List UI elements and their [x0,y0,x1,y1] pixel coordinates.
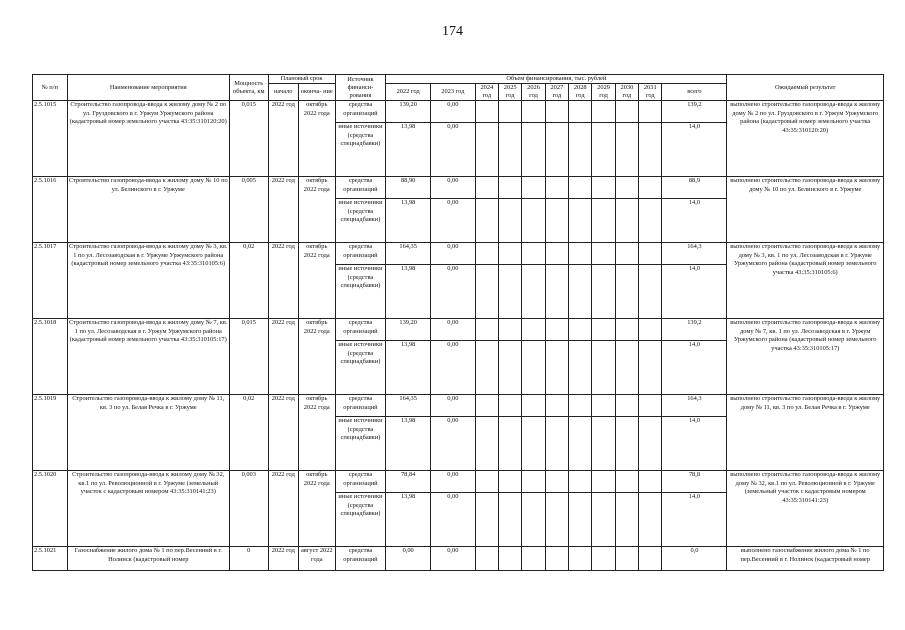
value-empty [522,493,545,547]
value-empty [545,417,568,471]
row-result: выполнено строительство газопровода-ввода к жилому дому № 11, кв. 3 по ул. Белая Речка в г. Уржуме [727,395,884,471]
row-start: 2022 год [268,319,298,395]
value-2022: 164,35 [386,395,431,417]
value-empty [569,319,592,341]
header-result: Ожидаемый результат [727,75,884,101]
row-power: 0,02 [229,395,268,471]
table-row [33,547,884,571]
value-empty [639,493,662,547]
value-empty [475,417,498,471]
row-result: выполнено строительство газопровода-ввода к жилому дому № 3, кв. 1 по ул. Лесозаводская в г. Уржуме Уржумского района (кадастровый номер земельного участка 43:35:310105:6) [727,243,884,319]
row-power: 0 [229,547,268,571]
value-empty [615,395,638,417]
value-total: 14,0 [662,199,727,243]
value-empty [615,243,638,265]
value-empty [569,265,592,319]
value-empty [639,243,662,265]
value-empty [545,177,568,199]
value-2022: 139,20 [386,319,431,341]
value-empty [639,199,662,243]
source-label: средства организаций [335,471,386,493]
row-number: 2.5.1018 [33,319,68,395]
value-empty [639,265,662,319]
source-label: иные источники (средства спецнадбавки) [335,493,386,547]
value-empty [615,101,638,123]
source-label: средства организаций [335,395,386,417]
value-empty [569,101,592,123]
row-power: 0,005 [229,177,268,243]
row-end: октябрь 2022 года [299,319,336,395]
row-start: 2022 год [268,547,298,571]
value-empty [592,319,615,341]
value-empty [475,341,498,395]
value-empty [569,547,592,571]
value-empty [475,177,498,199]
header-year: 2025 год [499,84,522,101]
value-total: 14,0 [662,265,727,319]
value-empty [592,341,615,395]
value-empty [499,547,522,571]
value-2022: 139,20 [386,101,431,123]
value-empty [522,547,545,571]
source-label: иные источники (средства спецнадбавки) [335,123,386,177]
value-empty [522,101,545,123]
row-result: выполнено газоснабжение жилого дома № 1 по пер.Весенний в г. Нолинск (кадастровый номер [727,547,884,571]
value-empty [639,319,662,341]
value-empty [615,177,638,199]
header-end: оконча- ние [299,84,336,101]
header-year: 2030 год [615,84,638,101]
value-total: 14,0 [662,341,727,395]
value-empty [499,177,522,199]
header-planned-term: Плановый срок [268,75,335,84]
value-empty [569,243,592,265]
row-number: 2.5.1020 [33,471,68,547]
row-number: 2.5.1017 [33,243,68,319]
funding-table [32,74,884,571]
table-row [33,101,884,123]
value-empty [639,101,662,123]
header-year: 2028 год [569,84,592,101]
value-total: 139,2 [662,319,727,341]
value-empty [545,123,568,177]
header-year: 2026 год [522,84,545,101]
source-label: средства организаций [335,243,386,265]
value-2022: 13,98 [386,265,431,319]
header-year: 2024 год [475,84,498,101]
value-empty [475,265,498,319]
value-empty [569,417,592,471]
value-2022: 164,35 [386,243,431,265]
value-2022: 13,98 [386,341,431,395]
header-num: № п/п [33,75,68,101]
row-number: 2.5.1021 [33,547,68,571]
value-empty [522,123,545,177]
value-empty [615,123,638,177]
value-empty [475,319,498,341]
row-end: октябрь 2022 года [299,471,336,547]
row-number: 2.5.1015 [33,101,68,177]
value-empty [639,417,662,471]
value-total: 0,0 [662,547,727,571]
row-name: Строительство газопровода-ввода к жилому дому № 10 по ул. Белинского в г. Уржуме [67,177,229,243]
row-name: Строительство газопровода-ввода к жилому дому № 11, кв. 3 по ул. Белая Речка в г. Уржуме [67,395,229,471]
table-header [33,75,884,101]
row-start: 2022 год [268,101,298,177]
source-label: иные источники (средства спецнадбавки) [335,341,386,395]
table-body [33,101,884,571]
row-result: выполнено строительство газопровода-ввода к жилому дому № 10 по ул. Белинского в г. Уржуме [727,177,884,243]
value-empty [592,199,615,243]
value-empty [475,199,498,243]
value-2023: 0,00 [431,177,476,199]
row-power: 0,015 [229,101,268,177]
value-empty [499,123,522,177]
row-name: Строительство газопровода-ввода к жилому дому № 3, кв. 1 по ул. Лесозаводская в г. Уржуме Уржумского района (кадастровый номер земельного участка 43:35:310105:6) [67,243,229,319]
row-number: 2.5.1016 [33,177,68,243]
value-empty [592,243,615,265]
value-empty [639,177,662,199]
header-year: 2023 год [431,84,476,101]
row-end: октябрь 2022 года [299,177,336,243]
header-funding: Объем финансирования, тыс. рублей [386,75,727,84]
header-name: Наименование мероприятия [67,75,229,101]
value-2023: 0,00 [431,101,476,123]
header-total: всего [662,84,727,101]
row-start: 2022 год [268,395,298,471]
value-empty [499,319,522,341]
source-label: средства организаций [335,547,386,571]
value-empty [569,177,592,199]
table-row [33,395,884,417]
value-2022: 78,84 [386,471,431,493]
value-total: 14,0 [662,123,727,177]
value-empty [475,471,498,493]
value-empty [475,243,498,265]
value-empty [522,471,545,493]
value-total: 14,0 [662,417,727,471]
row-result: выполнено строительство газопровода-ввода к жилому дому № 2 по ул. Груздовского в г. Уржум Уржумского района (кадастровый номер земельного участка 43:35:310120:20) [727,101,884,177]
value-empty [592,123,615,177]
row-result: выполнено строительство газопровода-ввода к жилому дому № 7, кв. 1 по ул. Лесозаводская в г. Уржум Уржумского района (кадастровый номер земельного участка 43:35:310105:17) [727,319,884,395]
row-end: октябрь 2022 года [299,395,336,471]
row-end: октябрь 2022 года [299,101,336,177]
value-empty [592,101,615,123]
value-empty [499,417,522,471]
value-empty [615,265,638,319]
value-empty [545,199,568,243]
value-2022: 13,98 [386,417,431,471]
value-empty [475,101,498,123]
value-empty [522,243,545,265]
value-2022: 0,00 [386,547,431,571]
value-empty [615,319,638,341]
header-source: Источник финанси- рования [335,75,386,101]
value-empty [569,341,592,395]
row-power: 0,003 [229,471,268,547]
value-2023: 0,00 [431,547,476,571]
value-2023: 0,00 [431,319,476,341]
value-empty [615,341,638,395]
value-empty [592,471,615,493]
row-name: Строительство газопровода-ввода к жилому дому № 2 по ул. Груздовского в г. Уржум Уржумского района (кадастровый номер земельного участка 43:35:310120:20) [67,101,229,177]
value-total: 139,2 [662,101,727,123]
value-empty [499,243,522,265]
value-empty [569,123,592,177]
row-name: Строительство газопровода-ввода к жилому дому № 7, кв. 1 по ул. Лесозаводская в г. Уржум Уржумского района (кадастровый номер земельного участка 43:35:310105:17) [67,319,229,395]
row-number: 2.5.1019 [33,395,68,471]
value-2023: 0,00 [431,341,476,395]
value-empty [499,101,522,123]
row-start: 2022 год [268,243,298,319]
value-empty [522,417,545,471]
value-empty [615,417,638,471]
value-empty [615,547,638,571]
row-result: выполнено строительство газопровода-ввода к жилому дому № 32, кв.1 по ул. Революционной в г. Уржуме (земельный участок с кадастровым номером 43:35:310141:23) [727,471,884,547]
value-2022: 13,98 [386,123,431,177]
value-empty [569,395,592,417]
row-end: август 2022 года [299,547,336,571]
value-empty [522,199,545,243]
header-year: 2022 год [386,84,431,101]
value-empty [475,547,498,571]
value-empty [639,341,662,395]
value-empty [545,547,568,571]
value-2023: 0,00 [431,417,476,471]
value-empty [545,395,568,417]
header-start: начало [268,84,298,101]
value-empty [615,493,638,547]
value-empty [545,243,568,265]
source-label: иные источники (средства спецнадбавки) [335,265,386,319]
source-label: иные источники (средства спецнадбавки) [335,199,386,243]
value-empty [545,319,568,341]
value-empty [499,471,522,493]
value-empty [475,493,498,547]
value-empty [545,265,568,319]
value-2023: 0,00 [431,123,476,177]
value-empty [499,395,522,417]
value-empty [639,395,662,417]
value-2022: 13,98 [386,199,431,243]
row-end: октябрь 2022 года [299,243,336,319]
value-empty [499,493,522,547]
header-power: Мощность объекта, км [229,75,268,101]
value-2023: 0,00 [431,471,476,493]
value-2023: 0,00 [431,265,476,319]
value-empty [522,341,545,395]
value-empty [592,265,615,319]
value-empty [569,493,592,547]
value-total: 14,0 [662,493,727,547]
value-empty [592,417,615,471]
value-empty [615,199,638,243]
table-row [33,471,884,493]
value-empty [592,493,615,547]
row-start: 2022 год [268,177,298,243]
value-empty [592,547,615,571]
value-total: 164,3 [662,243,727,265]
value-empty [545,101,568,123]
value-empty [639,123,662,177]
row-name: Строительство газопровода-ввода к жилому дому № 32, кв.1 по ул. Революционной в г. Уржуме (земельный участок с кадастровым номером 43:35:310141:23) [67,471,229,547]
value-empty [639,471,662,493]
header-year: 2031 год [639,84,662,101]
value-empty [499,341,522,395]
value-2023: 0,00 [431,243,476,265]
value-empty [569,199,592,243]
table-row [33,177,884,199]
table-row [33,319,884,341]
value-total: 164,3 [662,395,727,417]
source-label: иные источники (средства спецнадбавки) [335,417,386,471]
value-total: 88,9 [662,177,727,199]
value-empty [545,471,568,493]
value-empty [592,395,615,417]
value-2022: 88,90 [386,177,431,199]
value-empty [522,265,545,319]
value-empty [545,341,568,395]
value-2022: 13,98 [386,493,431,547]
table-row [33,243,884,265]
value-2023: 0,00 [431,395,476,417]
value-empty [475,395,498,417]
value-empty [499,199,522,243]
value-empty [592,177,615,199]
value-empty [639,547,662,571]
value-total: 78,8 [662,471,727,493]
value-empty [569,471,592,493]
source-label: средства организаций [335,319,386,341]
source-label: средства организаций [335,101,386,123]
value-2023: 0,00 [431,493,476,547]
value-empty [545,493,568,547]
row-power: 0,015 [229,319,268,395]
value-empty [475,123,498,177]
row-power: 0,02 [229,243,268,319]
page-number: 174 [442,24,463,39]
value-empty [522,395,545,417]
header-year: 2029 год [592,84,615,101]
value-2023: 0,00 [431,199,476,243]
value-empty [499,265,522,319]
row-start: 2022 год [268,471,298,547]
row-name: Газоснабжение жилого дома № 1 по пер.Весенний в г. Нолинск (кадастровый номер [67,547,229,571]
header-year: 2027 год [545,84,568,101]
value-empty [615,471,638,493]
value-empty [522,319,545,341]
value-empty [522,177,545,199]
source-label: средства организаций [335,177,386,199]
